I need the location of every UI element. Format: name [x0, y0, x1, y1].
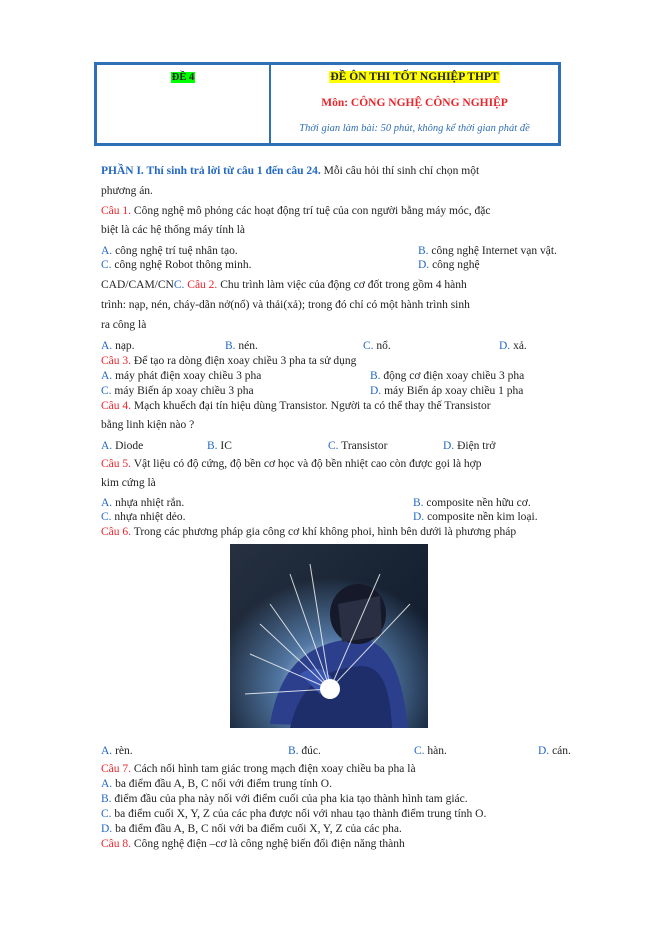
q6-text: Trong các phương pháp gia công cơ khí không phoi, hình bên dưới là phương pháp — [131, 526, 517, 538]
q2-number: Câu 2. — [184, 279, 218, 291]
option-text: composite nền kim loại. — [427, 511, 538, 523]
q6-option-b — [288, 745, 321, 758]
q3-option-b — [370, 370, 524, 383]
option-text: composite nền hữu cơ. — [426, 497, 531, 509]
q3-text: Để tạo ra dòng điện xoay chiều 3 pha ta sử dụng — [131, 355, 357, 367]
q5-option-d — [413, 511, 538, 524]
q2-option-c — [363, 340, 391, 353]
exam-title: ĐỀ ÔN THI TỐT NGHIỆP THPT — [330, 71, 499, 83]
option-letter: C. — [101, 259, 112, 271]
option-text: công nghệ — [432, 259, 480, 271]
option-text: máy Biến áp xoay chiều 3 pha — [114, 385, 254, 397]
exam-header-box — [94, 62, 561, 146]
option-text: Transistor — [341, 440, 388, 452]
option-letter: A. — [101, 340, 113, 352]
option-letter: B. — [413, 497, 424, 509]
q4-text-line2: bằng linh kiện nào ? — [101, 419, 195, 431]
option-letter: A. — [101, 245, 113, 257]
option-text: công nghệ trí tuệ nhân tạo. — [115, 245, 238, 257]
part1-instruction: Mỗi câu hỏi thí sinh chỉ chọn một — [320, 165, 480, 177]
question-4 — [101, 400, 491, 413]
q1-option-b — [418, 245, 557, 258]
q6-option-a — [101, 745, 133, 758]
option-letter: D. — [370, 385, 382, 397]
option-letter: A. — [101, 778, 113, 790]
question-6 — [101, 526, 516, 539]
q5-text: Vật liệu có độ cứng, độ bền cơ học và độ bền nhiệt cao còn được gọi là hợp — [131, 458, 482, 470]
option-text: IC — [220, 440, 232, 452]
q7-option-d — [101, 823, 402, 836]
option-text: Diode — [115, 440, 144, 452]
exam-subject: Môn: CÔNG NGHỆ CÔNG NGHIỆP — [321, 97, 508, 109]
q5-option-c — [101, 511, 185, 524]
q6-option-d — [538, 745, 571, 758]
q3-option-d — [370, 385, 523, 398]
option-text: ba điểm đầu A, B, C nối với ba điểm cuối X, Y, Z của các pha. — [115, 823, 402, 835]
question-5 — [101, 458, 482, 471]
option-text: hàn. — [427, 745, 447, 757]
option-letter: A. — [101, 745, 113, 757]
exam-code-cell — [97, 65, 271, 143]
part1-label: PHẦN I. Thí sinh trả lời từ câu 1 đến câu 24. — [101, 165, 321, 177]
q5-option-b — [413, 497, 531, 510]
option-letter: A. — [101, 370, 113, 382]
q2-option-b — [225, 340, 258, 353]
option-letter: B. — [101, 793, 112, 805]
option-letter: C. — [328, 440, 339, 452]
q7-option-b — [101, 793, 468, 806]
q8-number: Câu 8. — [101, 838, 132, 850]
exam-code: ĐỀ 4 — [171, 72, 195, 83]
option-letter: D. — [499, 340, 511, 352]
q5-text-line2: kim cứng là — [101, 477, 156, 489]
part1-line2: phương án. — [101, 185, 153, 197]
q1-number: Câu 1. — [101, 205, 132, 217]
option-text: rèn. — [115, 745, 133, 757]
q3-option-a — [101, 370, 261, 383]
option-text: công nghệ Robot thông minh. — [114, 259, 252, 271]
q2-text: Chu trình làm việc của động cơ đốt trong gồm 4 hành — [217, 279, 467, 291]
option-text: nạp. — [115, 340, 135, 352]
option-text: nén. — [238, 340, 258, 352]
part1-heading — [101, 165, 479, 178]
option-letter: D. — [443, 440, 455, 452]
option-letter: A. — [101, 497, 113, 509]
option-letter: D. — [418, 259, 430, 271]
q2-text-line3: ra công là — [101, 319, 147, 331]
q4-option-d — [443, 440, 495, 453]
option-letter: C. — [414, 745, 425, 757]
question-7 — [101, 763, 416, 776]
q1-option-a — [101, 245, 238, 258]
q7-number: Câu 7. — [101, 763, 132, 775]
q6-option-c — [414, 745, 447, 758]
q1-option-d-letter: C. — [173, 279, 185, 291]
q1-text: Công nghệ mô phỏng các hoạt động trí tuệ của con người bằng máy móc, đặc — [131, 205, 491, 217]
exam-time: Thời gian làm bài: 50 phút, không kể thời gian phát đề — [299, 123, 530, 134]
q8-text: Công nghệ điện –cơ là công nghệ biến đổi điện năng thành — [131, 838, 405, 850]
q4-option-a — [101, 440, 143, 453]
option-text: ba điểm đầu A, B, C nối với điểm trung tính O. — [115, 778, 332, 790]
q7-text: Cách nối hình tam giác trong mạch điện xoay chiều ba pha là — [131, 763, 416, 775]
question-8 — [101, 838, 405, 851]
question-3 — [101, 355, 356, 368]
question-2 — [101, 279, 467, 292]
option-text: cán. — [552, 745, 571, 757]
welding-photo — [230, 544, 428, 728]
option-text: điểm đầu của pha này nối với điểm cuối của pha kia tạo thành hình tam giác. — [114, 793, 468, 805]
question-1 — [101, 205, 491, 218]
option-text: nổ. — [376, 340, 391, 352]
q1-option-c — [101, 259, 251, 272]
q2-option-a — [101, 340, 135, 353]
option-letter: C. — [363, 340, 374, 352]
option-letter: B. — [207, 440, 218, 452]
option-text: Điện trở — [457, 440, 496, 452]
q4-option-b — [207, 440, 232, 453]
option-letter: B. — [288, 745, 299, 757]
q4-option-c — [328, 440, 387, 453]
option-text: động cơ điện xoay chiều 3 pha — [383, 370, 525, 382]
q4-text: Mạch khuếch đại tín hiệu dùng Transistor. Người ta có thể thay thế Transistor — [131, 400, 491, 412]
option-text: đúc. — [301, 745, 321, 757]
option-letter: D. — [101, 823, 113, 835]
option-text: xả. — [513, 340, 527, 352]
q7-option-a — [101, 778, 332, 791]
option-text: nhựa nhiệt rắn. — [115, 497, 185, 509]
option-letter: D. — [538, 745, 550, 757]
option-letter: C. — [101, 511, 112, 523]
q1-option-d — [418, 259, 480, 272]
option-letter: A. — [101, 440, 113, 452]
option-text: máy phát điện xoay chiều 3 pha — [115, 370, 262, 382]
q1-text-line2: biệt là các hệ thống máy tính là — [101, 224, 246, 236]
q6-number: Câu 6. — [101, 526, 132, 538]
q4-number: Câu 4. — [101, 400, 132, 412]
option-letter: B. — [225, 340, 236, 352]
option-letter: C. — [101, 808, 112, 820]
q2-option-d — [499, 340, 527, 353]
option-letter: B. — [370, 370, 381, 382]
option-text: máy Biến áp xoay chiều 1 pha — [384, 385, 524, 397]
option-letter: C. — [101, 385, 112, 397]
q2-text-line2: trình: nạp, nén, cháy-dãn nở(nổ) và thải(xả); trong đó chỉ có một hành trình sinh — [101, 299, 470, 311]
q5-option-a — [101, 497, 184, 510]
q3-number: Câu 3. — [101, 355, 132, 367]
option-letter: D. — [413, 511, 425, 523]
option-letter: B. — [418, 245, 429, 257]
q7-option-c — [101, 808, 486, 821]
option-text: ba điểm cuối X, Y, Z của các pha được nối với nhau tạo thành điểm trung tính O. — [114, 808, 487, 820]
option-text: nhựa nhiệt dẻo. — [114, 511, 186, 523]
exam-title-cell — [271, 65, 558, 143]
q5-number: Câu 5. — [101, 458, 132, 470]
q1-option-d-cont: CAD/CAM/CN — [101, 279, 174, 291]
option-text: công nghệ Internet vạn vật. — [431, 245, 557, 257]
q3-option-c — [101, 385, 254, 398]
